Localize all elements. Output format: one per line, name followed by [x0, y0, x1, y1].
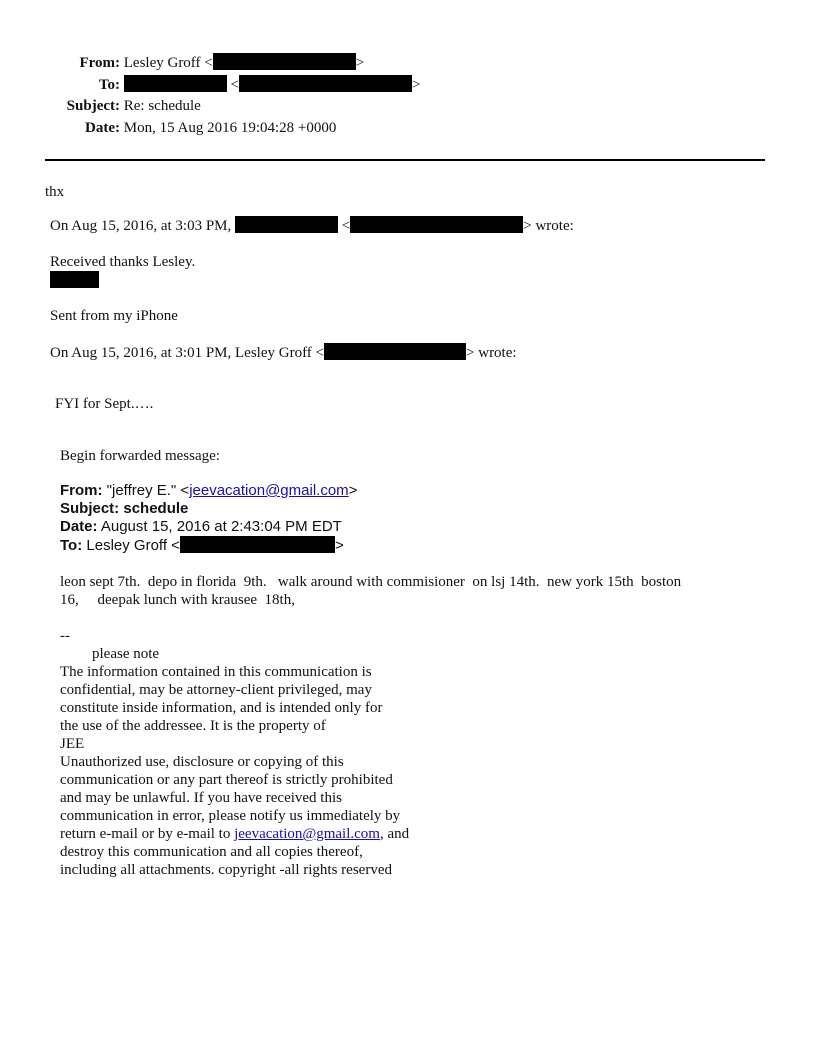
header-date-label: Date: — [85, 120, 120, 136]
disclaimer-line: destroy this communication and all copies thereof, — [60, 844, 363, 860]
header-date: Mon, 15 Aug 2016 19:04:28 +0000 — [123, 120, 337, 136]
disclaimer-line: the use of the addressee. It is the property of — [60, 718, 326, 734]
quote2-attribution: On Aug 15, 2016, at 3:01 PM, Lesley Groff < > wrote: — [50, 345, 517, 361]
fwd-date-label: Date: — [60, 518, 98, 535]
header-from-row: From: Lesley Groff < > — [2, 53, 364, 72]
redaction-box — [124, 75, 227, 92]
fyi-text: FYI for Sept.…. — [55, 396, 154, 412]
fwd-message-line-2: 16, deepak lunch with krausee 18th, — [60, 592, 295, 608]
header-divider — [45, 159, 765, 161]
wrote-label: wrote: — [535, 218, 574, 234]
disclaimer-line: JEE — [60, 736, 85, 752]
wrote-label: wrote: — [478, 345, 517, 361]
header-to-row: To: < > — [2, 75, 420, 94]
header-date-row — [2, 119, 336, 137]
quote1-prefix: On Aug 15, 2016, at 3:03 PM, — [50, 218, 232, 234]
signature-separator: -- — [60, 628, 70, 644]
fwd-subject-label: Subject: — [60, 500, 120, 517]
sent-from-text: Sent from my iPhone — [50, 308, 178, 324]
return-suffix: , and — [379, 826, 410, 842]
fwd-subject-row — [60, 500, 188, 518]
fwd-subject: schedule — [123, 500, 189, 517]
disclaimer-line: The information contained in this communication is — [60, 664, 372, 680]
quote1-attribution: On Aug 15, 2016, at 3:03 PM, < > wrote: — [50, 218, 574, 234]
header-to-label: To: — [98, 77, 120, 93]
return-email-link[interactable]: jeevacation@gmail.com — [234, 826, 380, 842]
fwd-message-line-1: leon sept 7th. depo in florida 9th. walk around with commisioner on lsj 14th. new york 15th boston — [60, 574, 682, 590]
signature-redaction — [50, 271, 99, 290]
fwd-to-name: Lesley Groff — [86, 537, 167, 554]
header-from-label: From: — [79, 55, 120, 71]
redaction-box — [239, 75, 412, 92]
redaction-box — [180, 536, 335, 553]
disclaimer-line: communication in error, please notify us immediately by — [60, 808, 401, 824]
fwd-from-label: From: — [60, 482, 103, 499]
quote2-prefix: On Aug 15, 2016, at 3:01 PM, Lesley Groff — [50, 345, 312, 361]
disclaimer-return-line — [60, 825, 409, 843]
disclaimer-line: confidential, may be attorney-client privileged, may — [60, 682, 372, 698]
fwd-from-email-link[interactable]: jeevacation@gmail.com — [189, 482, 349, 499]
fwd-from-row: From: "jeffrey E." <jeevacation@gmail.com> — [60, 482, 358, 499]
disclaimer-line: including all attachments. copyright -all rights reserved — [60, 862, 392, 878]
fwd-to-row: To: Lesley Groff < > — [60, 537, 344, 554]
redaction-box — [350, 216, 523, 233]
redaction-box — [324, 343, 466, 360]
reply-text: thx — [45, 184, 65, 200]
redaction-box — [213, 53, 356, 70]
disclaimer-line: communication or any part thereof is strictly prohibited — [60, 772, 393, 788]
received-text: Received thanks Lesley. — [50, 254, 196, 270]
header-subject-row — [2, 97, 201, 115]
disclaimer-line: and may be unlawful. If you have received this — [60, 790, 342, 806]
fwd-to-label: To: — [60, 537, 83, 554]
fwd-from-name: "jeffrey E." — [106, 482, 177, 499]
header-from-name: Lesley Groff — [123, 55, 201, 71]
redaction-box — [50, 271, 99, 288]
redaction-box — [235, 216, 338, 233]
disclaimer-line: constitute inside information, and is intended only for — [60, 700, 383, 716]
fwd-date: August 15, 2016 at 2:43:04 PM EDT — [100, 518, 342, 535]
header-subject-label: Subject: — [66, 98, 120, 114]
fwd-date-row — [60, 518, 342, 536]
disclaimer-line: Unauthorized use, disclosure or copying of this — [60, 754, 344, 770]
header-subject: Re: schedule — [123, 98, 201, 114]
return-prefix: return e-mail or by e-mail to — [60, 826, 231, 842]
please-note: please note — [92, 646, 160, 662]
begin-forwarded: Begin forwarded message: — [60, 448, 220, 464]
